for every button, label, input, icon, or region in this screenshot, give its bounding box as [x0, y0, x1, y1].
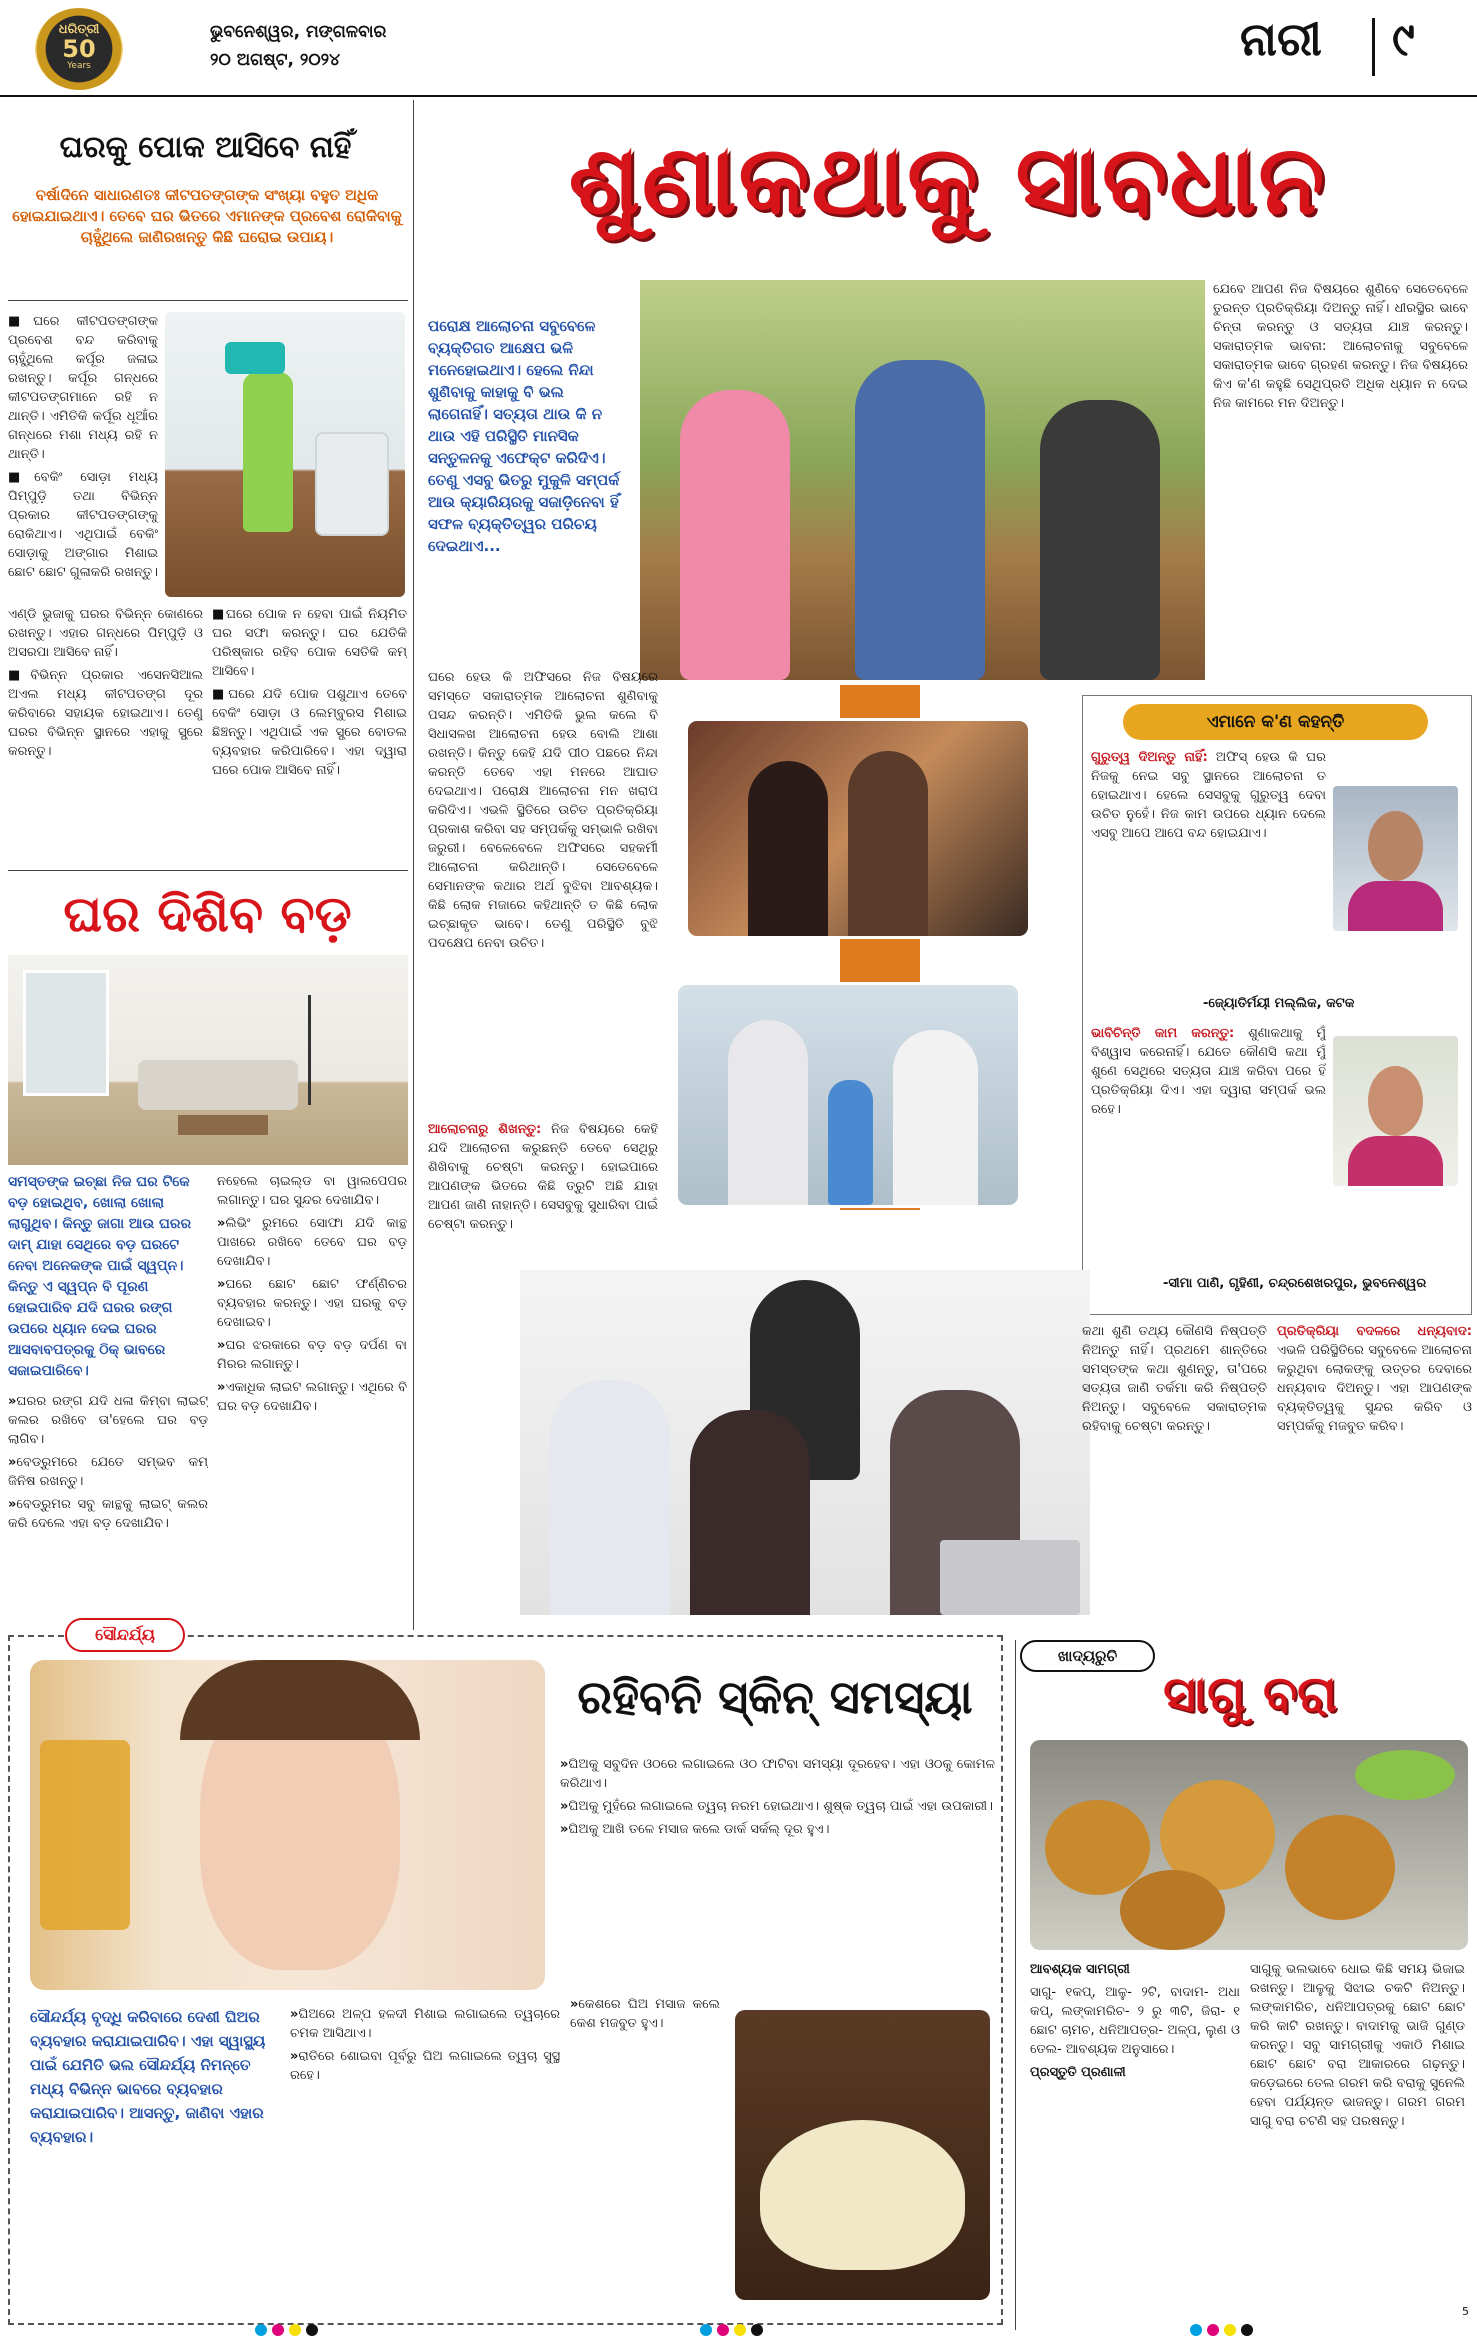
opinion-1-name: -ଜ୍ୟୋତିର୍ମୟୀ ମଲ୍ଲିକ, କଟକ	[1203, 996, 1355, 1011]
recipe-method-head: ପ୍ରସ୍ତୁତି ପ୍ରଣାଳୀ	[1030, 2065, 1126, 2080]
pest-para-2: ■ ବେକିଂ ସୋଡ଼ା ମଧ୍ୟ ପିମ୍ପୁଡ଼ି ତଥା ବିଭିନ୍ନ ପ୍ରକାର କୀଟପତଙ୍ଗଙ୍କୁ ରୋକିଥାଏ। ଏଥିପାଇଁ ବେକିଂ ସୋଡ଼ାକୁ ଅଙ୍ଗାର ମିଶାଇ ଛୋଟ ଛୋଟ ଗୁଳାକରି ରଖନ୍ତୁ।	[8, 468, 158, 582]
opinion-1	[1091, 748, 1326, 988]
opinion-2	[1091, 1024, 1326, 1269]
beauty-bullet-6: » କେଶରେ ଘିଅ ମସାଜ କଲେ କେଶ ମଜବୁତ ହୁଏ।	[570, 1995, 720, 2033]
page-marker: 5	[1462, 2305, 1469, 2318]
home-para-3: » ବେଡ୍‌ରୁମର ସବୁ କାନ୍ଥକୁ ଲାଇଟ୍ କଲର କରି ଦେଲେ ଏହା ବଡ଼ ଦେଖାଯିବ।	[8, 1495, 208, 1533]
spray-nozzle-icon	[225, 342, 285, 374]
home-para-8: » ଏକାଧିକ ଲାଇଟ ଲଗାନ୍ତୁ। ଏଥିରେ ବି ଘର ବଡ଼ ଦେଖାଯିବ।	[217, 1378, 407, 1416]
pest-deck-rule	[8, 300, 408, 301]
masthead-rule	[0, 95, 1477, 97]
sabudana-vada-photo	[1030, 1740, 1468, 1950]
logo-seal	[35, 8, 123, 90]
pest-para-3: ଏଣ୍ଡି ଭୁଜାକୁ ଘରର ବିଭିନ୍ନ କୋଣରେ ରଖନ୍ତୁ। ଏହାର ଗନ୍ଧରେ ପିମ୍ପୁଡ଼ି ଓ ଅସରପା ଆସିବେ ନାହିଁ।	[8, 607, 203, 660]
woman-right-icon	[1040, 400, 1160, 680]
pest-col-2	[8, 605, 203, 863]
home-col-2	[217, 1172, 407, 1627]
office-cooler-photo	[675, 982, 1021, 1208]
bigstory-intro: ପରୋକ୍ଷ ଆଲୋଚନା ସବୁବେଳେ ବ୍ୟକ୍ତିଗତ ଆକ୍ଷେପ ଭଳି ମନେହୋଇଥାଏ। ହେଲେ ନିନ୍ଦା ଶୁଣିବାକୁ କାହାକୁ ବି ଭଲ ଲାଗେନାହିଁ। ସତ୍ୟତା ଥାଉ କି ନ ଥାଉ ଏହି ପରିସ୍ଥିତି ମାନସିକ ସନ୍ତୁଳନକୁ ଏଫେକ୍ଟ କରିଦିଏ। ତେଣୁ ଏସବୁ ଭିତରୁ ମୁକୁଳି ସମ୍ପର୍କ ଆଉ କ୍ୟାରିୟରକୁ ସଜାଡ଼ିନେବା ହିଁ ସଫଳ ବ୍ୟକ୍ତିତ୍ୱର ପରିଚୟ ଦେଇଥାଏ...	[428, 317, 620, 555]
masthead-date: ୨୦ ଅଗଷ୍ଟ, ୨୦୨୪	[210, 50, 341, 70]
sofa-icon	[138, 1060, 298, 1110]
vada-icon	[1120, 1870, 1225, 1950]
opinion-1-avatar	[1333, 786, 1458, 931]
girl-2-icon	[848, 751, 928, 936]
home-lead: ସମସ୍ତଙ୍କ ଇଚ୍ଛା ନିଜ ଘର ଟିକେ ବଡ଼ ହୋଇଥିବ, ଖୋଲା ଖୋଲା ଲାଗୁଥିବ। କିନ୍ତୁ ଜାଗା ଆଉ ଘରର ଦାମ୍ ଯାହା ସେଥିରେ ବଡ଼ ଘରଟେ ନେବା ଅନେକଙ୍କ ପାଇଁ ସ୍ୱପ୍ନ। କିନ୍ତୁ ଏ ସ୍ୱପ୍ନ ବି ପୂରଣ ହୋଇପାରିବ ଯଦି ଘରର ରଙ୍ଗ ଉପରେ ଧ୍ୟାନ ଦେଇ ଘରର ଆସବାବପତ୍ରକୁ ଠିକ୍ ଭାବରେ ସଜାଇପାରିବେ।	[8, 1174, 192, 1379]
masthead-divider	[1372, 18, 1375, 76]
bigstory-col-a	[428, 668, 658, 1118]
party-girls-photo	[685, 718, 1031, 939]
pest-col-3	[212, 605, 407, 863]
section-name: ନାରୀ	[1240, 12, 1322, 66]
bigstory-col-e	[1277, 1322, 1472, 1622]
home-para-4: ନହେଲେ ଚାଇଲ୍ଡ ବା ୱାଲପେପର ଲଗାନ୍ତୁ। ଘର ସୁନ୍ଦର ଦେଖାଯିବ।	[217, 1174, 407, 1208]
opinion-2-text: ଶୁଣାକଥାକୁ ମୁଁ ବିଶ୍ୱାସ କରେନାହିଁ। ଯେତେ କୌଣସି କଥା ମୁଁ ଶୁଣେ ସେଥିରେ ସତ୍ୟତା ଯାଞ୍ଚ କରିବା ପରେ ହିଁ ପ୍ରତିକ୍ରିୟା ଦିଏ। ଏହା ଦ୍ୱାରା ସମ୍ପର୍କ ଭଲ ରହେ।	[1091, 1026, 1326, 1117]
pest-para-4: ■ ବିଭିନ୍ନ ପ୍ରକାର ଏସେନସିଆଲ ଅଏଲ ମଧ୍ୟ କୀଟପତଙ୍ଗ ଦୂର କରିବାରେ ସହାୟକ ହୋଇଥାଏ। ତେଣୁ ଘରର ବିଭିନ୍ନ ସ୍ଥାନରେ ଏହାକୁ ସ୍ପ୍ରେ କରନ୍ତୁ।	[8, 666, 203, 761]
woman-center-icon	[855, 360, 985, 680]
masthead-city-day: ଭୁବନେଶ୍ୱର, ମଙ୍ଗଳବାର	[210, 22, 387, 42]
recipe-col-1	[1030, 1960, 1240, 2310]
logo-text: ଧରିତ୍ରୀ	[58, 22, 100, 37]
pest-end-rule	[8, 870, 408, 871]
beauty-headline: ରହିବନି ସ୍କିନ୍ ସମସ୍ୟା	[577, 1670, 973, 1724]
beauty-bullet-3: » ଘିଅକୁ ଆଖି ତଳେ ମସାଜ କଲେ ଡାର୍କ ସର୍କଲ୍ ଦୂର ହୁଏ।	[560, 1820, 995, 1839]
recipe-ingredients: ସାଗୁ- ୧କପ୍, ଆଳୁ- ୨ଟି, ବାଦାମ- ଅଧା କପ୍, ଲଙ୍କାମରିଚ- ୨ ରୁ ୩ଟି, ଜିରା- ୧ ଛୋଟ ଚାମଚ, ଧନିଆପତ୍ର- ଅଳ୍ପ, ଲୁଣ ଓ ତେଲ- ଆବଶ୍ୟକ ଅନୁସାରେ।	[1030, 1985, 1240, 2057]
women-gossip-photo	[640, 280, 1205, 680]
hair-icon	[180, 1660, 420, 1740]
masthead	[0, 0, 1477, 95]
beauty-bullet-5: » ରାତିରେ ଶୋଇବା ପୂର୍ବରୁ ଘିଅ ଲଗାଇଲେ ତ୍ୱଚା ସୁସ୍ଥ ରହେ।	[290, 2047, 560, 2085]
opinion-1-text: ଅଫିସ୍ ହେଉ କି ଘର ନିଜକୁ ନେଇ ସବୁ ସ୍ଥାନରେ ଆଲୋଚନା ତ ହୋଇଥାଏ। ହେଲେ ସେସବୁକୁ ଗୁରୁତ୍ୱ ଦେବା ଉଚିତ ନୁହେଁ। ନିଜ କାମ ଉପରେ ଧ୍ୟାନ ଦେଲେ ଏସବୁ ଆପେ ଆପେ ବନ୍ଦ ହୋଇଯାଏ।	[1091, 750, 1326, 841]
pest-col-1	[8, 312, 158, 597]
laptop-icon	[940, 1540, 1080, 1615]
beauty-bullet-4: » ଘିଅରେ ଅଳ୍ପ ହଳଦୀ ମିଶାଇ ଲଗାଇଲେ ତ୍ୱଚାରେ ଚମକ ଆସିଥାଏ।	[290, 2005, 560, 2043]
woman-pink-icon	[680, 390, 790, 680]
ghee-bowl-photo	[735, 2010, 990, 2300]
vada-icon	[1045, 1800, 1150, 1895]
opinion-2-avatar	[1333, 1036, 1458, 1186]
bowl-icon	[760, 2120, 965, 2270]
page-number: ୯	[1392, 12, 1415, 66]
lamp-icon	[308, 995, 331, 1105]
beauty-bullet-2: » ଘିଅକୁ ମୁହଁରେ ଲଗାଇଲେ ତ୍ୱଚା ନରମ ହୋଇଥାଏ। ଶୁଷ୍କ ତ୍ୱଚା ପାଇଁ ଏହା ଉପକାରୀ।	[560, 1797, 995, 1816]
bigstory-para-d: କଥା ଶୁଣି ତଥ୍ୟ କୌଣସି ନିଷ୍ପତ୍ତି ନିଅନ୍ତୁ ନାହିଁ। ପ୍ରଥମେ ଶାନ୍ତିରେ ସମସ୍ତଙ୍କ କଥା ଶୁଣନ୍ତୁ, ତା'ପରେ ସତ୍ୟତା ଜାଣି ତର୍କମା କରି ନିଷ୍ପତ୍ତି ନିଅନ୍ତୁ। ସବୁବେଳେ ସକାରାତ୍ମକ ରହିବାକୁ ଚେଷ୍ଟା କରନ୍ତୁ।	[1082, 1324, 1267, 1434]
spray-bottle-icon	[243, 372, 293, 532]
home-para-6: » ଘରେ ଛୋଟ ଛୋଟ ଫର୍ଣ୍ଣିଚର ବ୍ୟବହାର କରନ୍ତୁ। ଏହା ଘରକୁ ବଡ଼ ଦେଖାଇବ।	[217, 1275, 407, 1332]
bigstory-sub-3: ପ୍ରତିକ୍ରିୟା ବଦଳରେ ଧନ୍ୟବାଦ:	[1277, 1324, 1472, 1339]
bigstory-sub-1: ଆଲୋଚନାରୁ ଶିଖନ୍ତୁ:	[428, 1122, 542, 1137]
vada-icon	[1285, 1815, 1395, 1920]
beauty-col-1	[560, 1755, 995, 1985]
opinion-2-head: ଭାବିଚିନ୍ତି କାମ କରନ୍ତୁ:	[1091, 1026, 1235, 1041]
women-laptop-photo	[520, 1270, 1090, 1615]
home-para-2: » ବେଡ୍‌ରୁମରେ ଯେତେ ସମ୍ଭବ କମ୍ ଜିନିଷ ରଖନ୍ତୁ।	[8, 1453, 208, 1491]
recipe-col-2	[1250, 1960, 1465, 2310]
recipe-ing-head: ଆବଶ୍ୟକ ସାମଗ୍ରୀ	[1030, 1962, 1130, 1977]
pest-headline: ଘରକୁ ପୋକ ଆସିବେ ନାହିଁ	[59, 130, 352, 165]
bigstory-col-d	[1082, 1322, 1267, 1622]
face-icon	[1368, 811, 1423, 881]
opinion-1-head: ଗୁରୁତ୍ୱ ଦିଅନ୍ତୁ ନାହିଁ:	[1091, 750, 1208, 765]
logo-sub: Years	[67, 61, 91, 71]
opinion-2-name: -ସୀମା ପାଣି, ଗୃହିଣୀ, ଚନ୍ଦ୍ରଶେଖରପୁର, ଭୁବନେଶ୍ୱର	[1163, 1276, 1427, 1291]
water-cooler-icon	[828, 1080, 873, 1205]
logo-years: 50	[62, 35, 96, 63]
girl-1-icon	[748, 761, 828, 936]
bigstory-col-b	[428, 1120, 658, 1280]
model-face-photo	[30, 1660, 545, 1990]
man-right-icon	[893, 1030, 978, 1205]
window-icon	[23, 970, 109, 1096]
saree-icon	[1348, 1136, 1443, 1186]
pest-para-1: ■ ଘରେ କୀଟପତଙ୍ଗଙ୍କ ପ୍ରବେଶ ବନ୍ଦ କରିବାକୁ ଚାହୁଁଥିଲେ କର୍ପୂର ଜଳାଇ ରଖନ୍ତୁ। କର୍ପୂର ଗନ୍ଧରେ କୀଟପତଙ୍ଗମାନେ ରହି ନ ଥାନ୍ତି। ଏମିତିକି କର୍ପୂର ଧୂଆଁର ଗନ୍ଧରେ ମଶା ମଧ୍ୟ ରହି ନ ଥାନ୍ତି।	[8, 312, 158, 464]
beauty-tag: ସୌନ୍ଦର୍ଯ୍ୟ	[65, 1618, 185, 1652]
face-icon	[1368, 1066, 1423, 1136]
bigstory-para-c: ଯେବେ ଆପଣ ନିଜ ବିଷୟରେ ଶୁଣିବେ ସେତେବେଳେ ତୁରନ୍ତ ପ୍ରତିକ୍ରିୟା ଦିଅନ୍ତୁ ନାହିଁ। ଧୀରସ୍ଥିର ଭାବେ ଚିନ୍ତା କରନ୍ତୁ ଓ ସତ୍ୟତା ଯାଞ୍ଚ କରନ୍ତୁ। ସକାରାତ୍ମକ ଭାବନା: ଆଲୋଚନାକୁ ସବୁବେଳେ ସକାରାତ୍ମକ ଭାବେ ଗ୍ରହଣ କରନ୍ତୁ। ନିଜ ବିଷୟରେ କିଏ କ'ଣ କହୁଛି ସେଥିପ୍ରତି ଅଧିକ ଧ୍ୟାନ ନ ଦେଇ ନିଜ କାମରେ ମନ ଦିଅନ୍ତୁ।	[1213, 282, 1468, 411]
recipe-tag: ଖାଦ୍ୟରୁଚି	[1020, 1640, 1155, 1672]
chutney-icon	[1355, 1750, 1455, 1800]
pest-deck: ବର୍ଷାଦିନେ ସାଧାରଣତଃ କୀଟପତଙ୍ଗଙ୍କ ସଂଖ୍ୟା ବହୁତ ଅଧିକ ହୋଇଯାଇଥାଏ। ତେବେ ଘର ଭିତରେ ଏମାନଙ୍କ ପ୍ରବେଶ ରୋକିବାକୁ ଚାହୁଁଥିଲେ ଜାଣିରଖନ୍ତୁ କିଛି ଘରୋଇ ଉପାୟ।	[12, 186, 402, 246]
bigstory-para-e: ଏଭଳି ପରିସ୍ଥିତିରେ ସବୁବେଳେ ଆଲୋଚନା କରୁଥିବା ଲୋକଙ୍କୁ ଉତ୍ତର ଦେବାରେ ଧନ୍ୟବାଦ ଦିଅନ୍ତୁ। ଏହା ଆପଣଙ୍କ ବ୍ୟକ୍ତିତ୍ୱକୁ ସୁନ୍ଦର କରିବ ଓ ସମ୍ପର୍କକୁ ମଜବୁତ କରିବ।	[1277, 1343, 1472, 1434]
opinion-box	[1082, 695, 1472, 1315]
home-para-7: » ଘର ଝରକାରେ ବଡ଼ ବଡ଼ ଦର୍ପଣ ବା ମିରର ଲଗାନ୍ତୁ।	[217, 1336, 407, 1374]
honey-jar-icon	[40, 1740, 130, 1930]
beauty-col-2	[290, 2005, 560, 2315]
woman-mid-icon	[690, 1410, 810, 1615]
spray-bottle-photo	[165, 312, 405, 597]
jar-icon	[315, 432, 389, 536]
beauty-col-3	[570, 1995, 720, 2195]
beauty-callout: ସୌନ୍ଦର୍ଯ୍ୟ ବୃଦ୍ଧି କରିବାରେ ଦେଶୀ ଘିଅର ବ୍ୟବହାର କରାଯାଇପାରିବ। ଏହା ସ୍ୱାସ୍ଥ୍ୟ ପାଇଁ ଯେମିତି ଭଲ ସୌନ୍ଦର୍ଯ୍ୟ ନିମନ୍ତେ ମଧ୍ୟ ବିଭିନ୍ନ ଭାବରେ ବ୍ୟବହାର କରାଯାଇପାରିବ। ଆସନ୍ତୁ, ଜାଣିବା ଏହାର ବ୍ୟବହାର।	[30, 2008, 266, 2146]
bigstory-headline: ଶୁଣାକଥାକୁ ସାବଧାନ	[568, 124, 1327, 236]
woman-left-icon	[550, 1380, 670, 1615]
bigstory-para-b: ନିଜ ବିଷୟରେ କେହି ଯଦି ଆଲୋଚନା କରୁଛନ୍ତି ତେବେ ସେଥିରୁ ଶିଖିବାକୁ ଚେଷ୍ଟା କରନ୍ତୁ। ହୋଇପାରେ ଆପଣଙ୍କ ଭିତରେ କିଛି ତ୍ରୁଟି ଅଛି ଯାହା ଆପଣ ଜାଣି ନାହାନ୍ତି। ସେସବୁକୁ ସୁଧାରିବା ପାଇଁ ଚେଷ୍ଟା କରନ୍ତୁ।	[428, 1122, 658, 1232]
living-room-photo	[8, 955, 408, 1165]
man-left-icon	[728, 1020, 808, 1205]
left-column-rule	[413, 100, 414, 1630]
home-para-5: » ଲିଭିଂ ରୁମରେ ସୋଫା ଯଦି କାନ୍ଥ ପାଖରେ ରଖିବେ ତେବେ ଘର ବଡ଼ ଦେଖାଯିବ।	[217, 1214, 407, 1271]
pest-para-6: ■ ଘରେ ଯଦି ପୋକ ପଶୁଥାଏ ତେବେ ବେକିଂ ସୋଡ଼ା ଓ ଲେମ୍ବୁରସ ମିଶାଇ ଛିଞ୍ଚନ୍ତୁ। ଏଥିପାଇଁ ଏକ ସ୍ପ୍ରେ ବୋତଲ ବ୍ୟବହାର କରିପାରିବେ। ଏହା ଦ୍ୱାରା ଘରେ ପୋକ ଆସିବେ ନାହିଁ।	[212, 685, 407, 780]
recipe-rule	[1015, 1640, 1016, 2330]
pest-para-5: ■ ଘରେ ପୋକ ନ ହେବା ପାଇଁ ନିୟମିତ ଘର ସଫା କରନ୍ତୁ। ଘର ଯେତିକି ପରିଷ୍କାର ରହିବ ପୋକ ସେତିକି କମ୍ ଆସିବେ।	[212, 605, 407, 681]
home-col-1	[8, 1392, 208, 1627]
table-icon	[178, 1115, 268, 1135]
saree-icon	[1348, 881, 1443, 931]
home-headline: ଘର ଦିଶିବ ବଡ଼	[63, 885, 352, 943]
opinion-title: ଏମାନେ କ'ଣ କହନ୍ତି	[1123, 704, 1428, 740]
bigstory-col-c	[1213, 280, 1468, 680]
registration-marks	[0, 2322, 1477, 2339]
recipe-headline: ସାଗୁ ବରା	[1163, 1665, 1337, 1723]
recipe-method: ସାଗୁକୁ ଭଲଭାବେ ଧୋଇ କିଛି ସମୟ ଭିଜାଇ ରଖନ୍ତୁ। ଆଳୁକୁ ସିଝାଇ ଚକଟି ନିଅନ୍ତୁ। ଲଙ୍କାମରିଚ, ଧନିଆପତ୍ରକୁ ଛୋଟ ଛୋଟ କରି କାଟି ରଖନ୍ତୁ। ବାଦାମକୁ ଭାଜି ଗୁଣ୍ଡ କରନ୍ତୁ। ସବୁ ସାମଗ୍ରୀକୁ ଏକାଠି ମିଶାଇ ଛୋଟ ଛୋଟ ବରା ଆକାରରେ ଗଢ଼ନ୍ତୁ। କଡ଼େଇରେ ତେଲ ଗରମ କରି ବରାକୁ ସୁନେଲି ହେବା ପର୍ଯ୍ୟନ୍ତ ଭାଜନ୍ତୁ। ଗରମ ଗରମ ସାଗୁ ବରା ଚଟଣି ସହ ପରଷନ୍ତୁ।	[1250, 1962, 1465, 2129]
beauty-bullet-1: » ଘିଅକୁ ସବୁଦିନ ଓଠରେ ଲଗାଇଲେ ଓଠ ଫାଟିବା ସମସ୍ୟା ଦୂରହେବ। ଏହା ଓଠକୁ କୋମଳ କରିଥାଏ।	[560, 1755, 995, 1793]
bigstory-para-a: ଘରେ ହେଉ କି ଅଫିସରେ ନିଜ ବିଷୟରେ ସମସ୍ତେ ସକାରାତ୍ମକ ଆଲୋଚନା ଶୁଣିବାକୁ ପସନ୍ଦ କରନ୍ତି। ଏମିତିକି ଭୁଲ କଲେ ବି ସିଧାସଳଖ ଆଲୋଚନା ହେଉ ବୋଲି ଆଶା ରଖନ୍ତି। କିନ୍ତୁ କେହି ଯଦି ପୀଠ ପଛରେ ନିନ୍ଦା କରନ୍ତି ତେବେ ଏହା ମନରେ ଆଘାତ ଦେଇଥାଏ। ପରୋକ୍ଷ ଆଲୋଚନା ମନ ଖରାପ କରିଦିଏ। ଏଭଳି ସ୍ଥିତିରେ ଉଚିତ ପ୍ରତିକ୍ରିୟା ପ୍ରକାଶ କରିବା ସହ ସମ୍ପର୍କକୁ ସମ୍ଭାଳି ରଖିବା ଜରୁରୀ। ବେଳେବେଳେ ଅଫିସରେ ସହକର୍ମୀ ଆଲୋଚନା କରିଥାନ୍ତି। ସେତେବେଳେ ସେମାନଙ୍କ କଥାର ଅର୍ଥ ବୁଝିବା ଆବଶ୍ୟକ। କିଛି ଲୋକ ମଜାରେ କହିଥାନ୍ତି ତ କିଛି ଲୋକ ଇଚ୍ଛାକୃତ ଭାବେ। ତେଣୁ ପରିସ୍ଥିତି ବୁଝି ପଦକ୍ଷେପ ନେବା ଉଚିତ।	[428, 670, 658, 951]
home-para-1: » ଘରର ରଙ୍ଗ ଯଦି ଧଳା କିମ୍ବା ଲାଇଟ୍ କଲର ରଖିବେ ତା'ହେଲେ ଘର ବଡ଼ ଲାଗିବ।	[8, 1392, 208, 1449]
